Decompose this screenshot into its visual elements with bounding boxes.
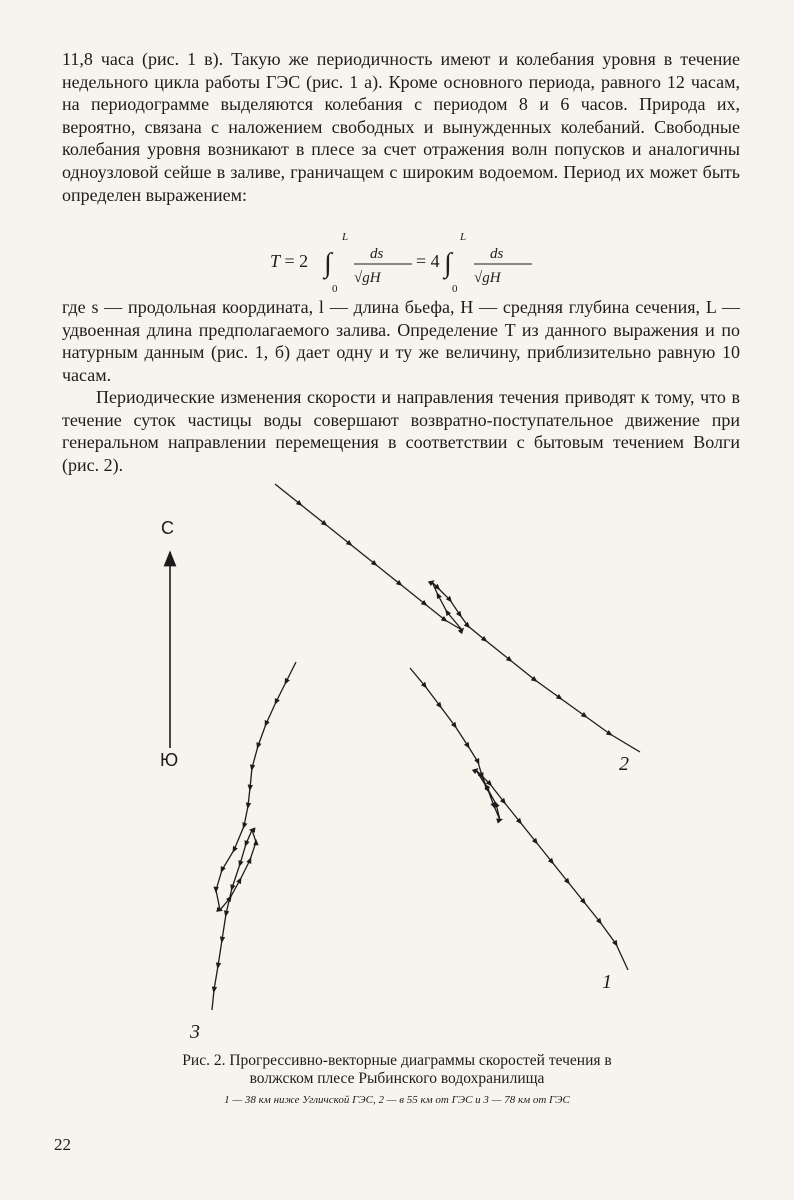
curve-2 [275,484,640,752]
period-formula [262,228,562,296]
formula-num-1: ds [370,246,384,262]
formula-lower-2: 0 [452,283,458,295]
formula-lower-1: 0 [332,283,338,295]
curve-1-label: 1 [602,971,612,993]
curve-1 [410,668,628,970]
vector-diagram-figure [0,470,794,1055]
figure-caption-legend: 1 — 38 км ниже Угличской ГЭС, 2 — в 55 км от ГЭС и 3 — 78 км от ГЭС [224,1094,570,1106]
formula-upper-1: L [342,231,349,243]
curve-3 [212,662,296,1010]
integral-sign-2: ∫ [444,248,452,279]
north-label: С [161,518,174,538]
paragraph-periodic-changes: Периодические изменения скорости и направления течения приводят к тому, что в течение суток частицы воды совершают возвратно-поступательное движение при генеральном направлении перемещения в соответствии с бытовым течением Волги (рис. 2). [62,387,740,475]
formula-mid: = 4 [416,251,440,271]
formula-den-2: √gH [474,270,501,286]
page-number: 22 [54,1135,71,1154]
curve-2-label: 2 [619,753,629,775]
figure-caption-title: Рис. 2. Прогрессивно-векторные диаграммы скоростей течения в волжском плесе Рыбинского водохранилища [182,1052,612,1087]
south-label: Ю [160,750,179,770]
paragraph-intro: 11,8 часа (рис. 1 в). Такую же периодичность имеют и колебания уровня в течение недельного цикла работы ГЭС (рис. 1 а). Кроме основного периода, равного 12 часам, на периодограмме выделяются колебания с периодом 8 и 6 часов. Природа их, вероятно, связана с наложением свободных и вынужденных колебаний. Свободные колебания уровня возникают в плесе за счет отражения волн попусков и аналогичны одноузловой сейше в заливе, граничащем с широким водоемом. Период их может быть определен выражением: [62,49,740,205]
formula-upper-2: L [460,231,467,243]
curve-3-label: 3 [190,1021,200,1043]
integral-sign-1: ∫ [324,248,332,279]
formula-den-1: √gH [354,270,381,286]
formula-num-2: ds [490,246,504,262]
paragraph-definitions: где s — продольная координата, l — длина бьефа, H — средняя глубина сечения, L — удвоенная длина предполагаемого залива. Определение T из данного выражения и по натурным данным (рис. 1, б) дает одну и ту же величину, приблизительно равную 10 часам. [62,297,740,385]
formula-lhs: T = 2 [270,251,309,271]
